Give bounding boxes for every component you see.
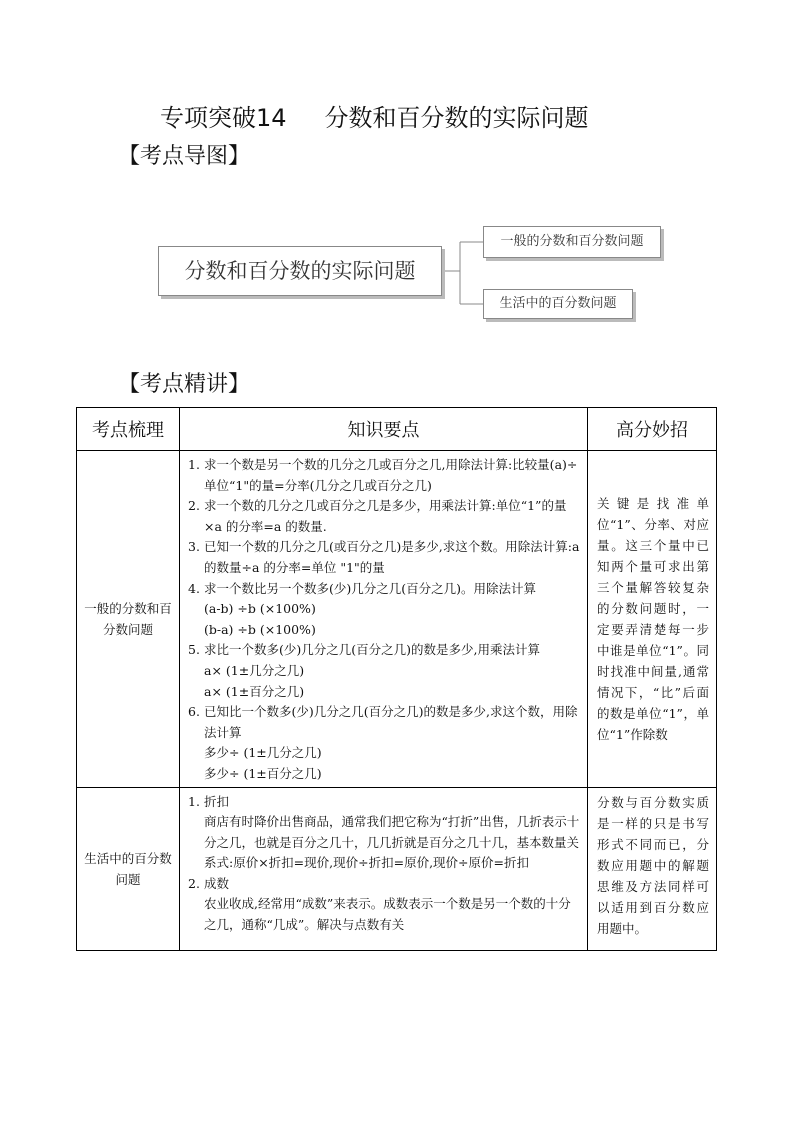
- row-label: 一般的分数和百分数问题: [77, 451, 180, 788]
- item-number: 2.: [188, 875, 200, 891]
- header-knowledge: 知识要点: [180, 408, 588, 451]
- knowledge-cell: [180, 451, 588, 788]
- row-label: 生活中的百分数问题: [77, 787, 180, 950]
- header-tips: 高分妙招: [588, 408, 717, 451]
- table-row: [77, 451, 717, 788]
- tip-cell: 分数与百分数实质是一样的只是书写形式不同而已，分数应用题中的解题思维及方法同样可以适用到百分数应用题中。: [588, 787, 717, 950]
- mindmap-connectors: [0, 0, 794, 400]
- list-item: [188, 640, 583, 702]
- knowledge-cell: [180, 787, 588, 950]
- mindmap-branch-general: 一般的分数和百分数问题: [483, 226, 661, 258]
- section-heading-details: 【考点精讲】: [118, 372, 251, 397]
- list-item: [188, 537, 583, 578]
- item-formula: (b-a) ÷b (×100%): [204, 621, 316, 637]
- item-heading: 折扣: [204, 793, 230, 809]
- item-heading: 成数: [204, 875, 230, 891]
- item-text: 商店有时降价出售商品，通常我们把它称为“打折”出售，几折表示十分之几，也就是百分之几十，几几折就是百分之几十几，基本数量关系式:原价×折扣=现价,现价÷折扣=原价,现价÷原价=折扣: [204, 814, 580, 871]
- title-topic-number: 专项突破14: [160, 104, 287, 132]
- item-number: 6.: [188, 704, 200, 720]
- list-item: [188, 874, 583, 936]
- item-number: 2.: [188, 498, 200, 514]
- key-points-table: [76, 407, 717, 951]
- item-formula: 多少÷ (1±百分之几): [204, 765, 322, 781]
- item-text: 农业收成,经常用“成数”来表示。成数表示一个数是另一个数的十分之几，通称“几成”。解决与点数有关: [204, 896, 571, 933]
- item-formula: (a-b) ÷b (×100%): [204, 601, 316, 617]
- item-formula: a× (1±几分之几): [204, 662, 305, 678]
- list-item: [188, 496, 583, 537]
- item-text: 已知一个数的几分之几(或百分之几)是多少,求这个数。用除法计算:a 的数量÷a 的分率=单位 "1"的量: [204, 539, 580, 575]
- list-item: [188, 579, 583, 641]
- item-text: 求一个数比另一个数多(少)几分之几(百分之几)。用除法计算: [204, 580, 537, 596]
- table-row: [77, 787, 717, 950]
- section-heading-mindmap: 【考点导图】: [118, 144, 251, 169]
- item-formula: 多少÷ (1±几分之几): [204, 745, 322, 761]
- table-header-row: [77, 408, 717, 451]
- tip-cell: 关键是找准单位“1”、分率、对应量。这三个量中已知两个量可求出第三个量解答较复杂的分数问题时，一定要弄清楚每一步中谁是单位“1”。同时找准中间量,通常情况下，“比”后面的数是单位“1”，单位“1”作除数: [588, 451, 717, 788]
- title-topic-name: 分数和百分数的实际问题: [324, 104, 589, 132]
- header-topic: 考点梳理: [77, 408, 180, 451]
- item-text: 已知比一个数多(少)几分之几(百分之几)的数是多少,求这个数，用除法计算: [204, 704, 578, 740]
- item-number: 5.: [188, 642, 200, 658]
- item-text: 求一个数是另一个数的几分之几或百分之几,用除法计算:比较量(a)÷单位“1"的量=分率(几分之几或百分之几): [204, 457, 578, 493]
- list-item: [188, 792, 583, 874]
- item-text: 求比一个数多(少)几分之几(百分之几)的数是多少,用乘法计算: [204, 642, 540, 658]
- item-number: 1.: [188, 793, 200, 809]
- item-formula: a× (1±百分之几): [204, 683, 305, 699]
- item-number: 4.: [188, 580, 200, 596]
- item-number: 1.: [188, 457, 200, 472]
- mindmap-root-node: 分数和百分数的实际问题: [158, 246, 442, 296]
- mindmap-branch-daily-life: 生活中的百分数问题: [483, 289, 633, 319]
- list-item: [188, 455, 583, 496]
- list-item: [188, 702, 583, 784]
- item-text: 求一个数的几分之几或百分之几是多少，用乘法计算:单位“1”的量×a 的分率=a 的数量.: [204, 498, 567, 534]
- page-title: [160, 100, 720, 136]
- item-number: 3.: [188, 539, 200, 555]
